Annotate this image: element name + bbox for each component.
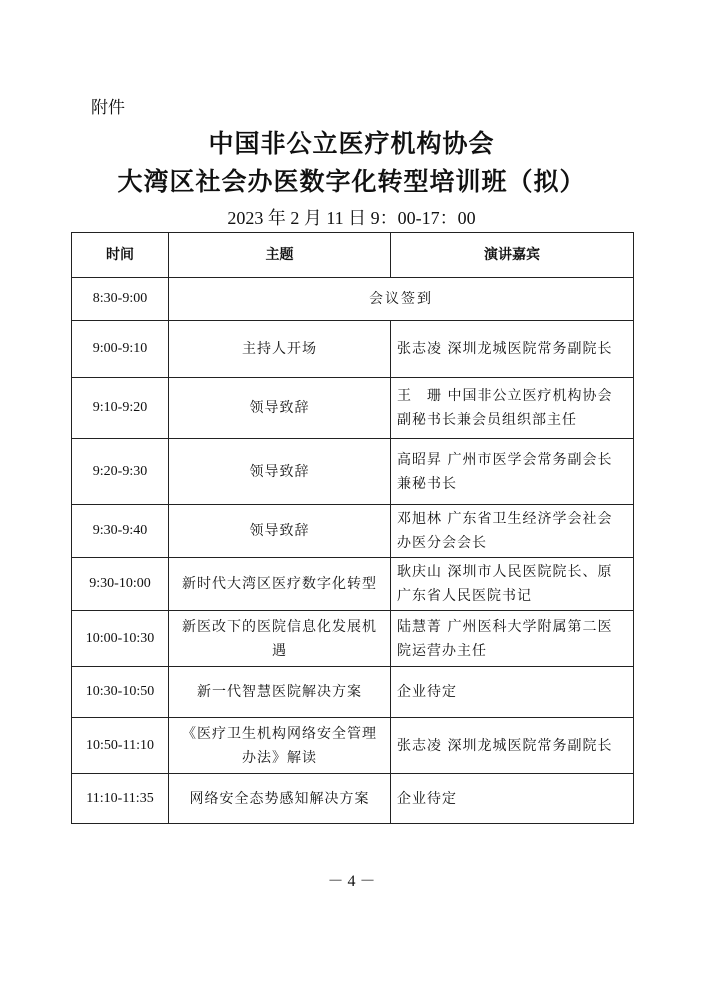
attachment-label: 附件 — [91, 98, 125, 118]
row-speaker: 陆慧菁 广州医科大学附属第二医院运营办主任 — [391, 611, 634, 667]
row-topic: 网络安全态势感知解决方案 — [169, 774, 391, 824]
row-time: 9:00-9:10 — [72, 321, 169, 378]
row-speaker: 企业待定 — [391, 774, 634, 824]
table-row — [72, 611, 634, 667]
schedule-table — [71, 232, 634, 824]
table-row — [72, 774, 634, 824]
row-speaker: 张志凌 深圳龙城医院常务副院长 — [391, 321, 634, 378]
event-date: 2023 年 2 月 11 日 9：00-17：00 — [227, 208, 476, 228]
row-time: 9:10-9:20 — [72, 378, 169, 439]
row-topic: 新时代大湾区医疗数字化转型 — [169, 558, 391, 611]
table-row — [72, 718, 634, 774]
row-speaker: 高昭昇 广州市医学会常务副会长兼秘书长 — [391, 439, 634, 505]
row-speaker: 耿庆山 深圳市人民医院院长、原广东省人民医院书记 — [391, 558, 634, 611]
row-topic: 领导致辞 — [169, 439, 391, 505]
row-topic: 新一代智慧医院解决方案 — [169, 667, 391, 718]
row-time: 9:20-9:30 — [72, 439, 169, 505]
row-topic: 领导致辞 — [169, 378, 391, 439]
table-row — [72, 558, 634, 611]
row-time: 9:30-9:40 — [72, 505, 169, 558]
row-topic: 会议签到 — [169, 278, 634, 321]
row-time: 10:00-10:30 — [72, 611, 169, 667]
row-speaker: 邓旭林 广东省卫生经济学会社会办医分会会长 — [391, 505, 634, 558]
row-time: 10:30-10:50 — [72, 667, 169, 718]
row-time: 9:30-10:00 — [72, 558, 169, 611]
page-number: － 4 － — [327, 873, 376, 890]
table-row — [72, 378, 634, 439]
row-topic: 《医疗卫生机构网络安全管理办法》解读 — [169, 718, 391, 774]
table-row — [72, 667, 634, 718]
row-time: 8:30-9:00 — [72, 278, 169, 321]
row-time: 11:10-11:35 — [72, 774, 169, 824]
row-topic: 主持人开场 — [169, 321, 391, 378]
row-topic: 新医改下的医院信息化发展机遇 — [169, 611, 391, 667]
row-topic: 领导致辞 — [169, 505, 391, 558]
header-topic: 主题 — [169, 233, 391, 278]
row-speaker: 张志凌 深圳龙城医院常务副院长 — [391, 718, 634, 774]
table-row — [72, 321, 634, 378]
header-speaker: 演讲嘉宾 — [391, 233, 634, 278]
table-row — [72, 278, 634, 321]
document-title-line-2: 大湾区社会办医数字化转型培训班（拟） — [117, 167, 586, 196]
table-header-row — [72, 233, 634, 278]
header-time: 时间 — [72, 233, 169, 278]
table-row — [72, 439, 634, 505]
row-time: 10:50-11:10 — [72, 718, 169, 774]
document-title-line-1: 中国非公立医疗机构协会 — [208, 129, 495, 158]
row-speaker: 王 珊 中国非公立医疗机构协会副秘书长兼会员组织部主任 — [391, 378, 634, 439]
table-row — [72, 505, 634, 558]
row-speaker: 企业待定 — [391, 667, 634, 718]
